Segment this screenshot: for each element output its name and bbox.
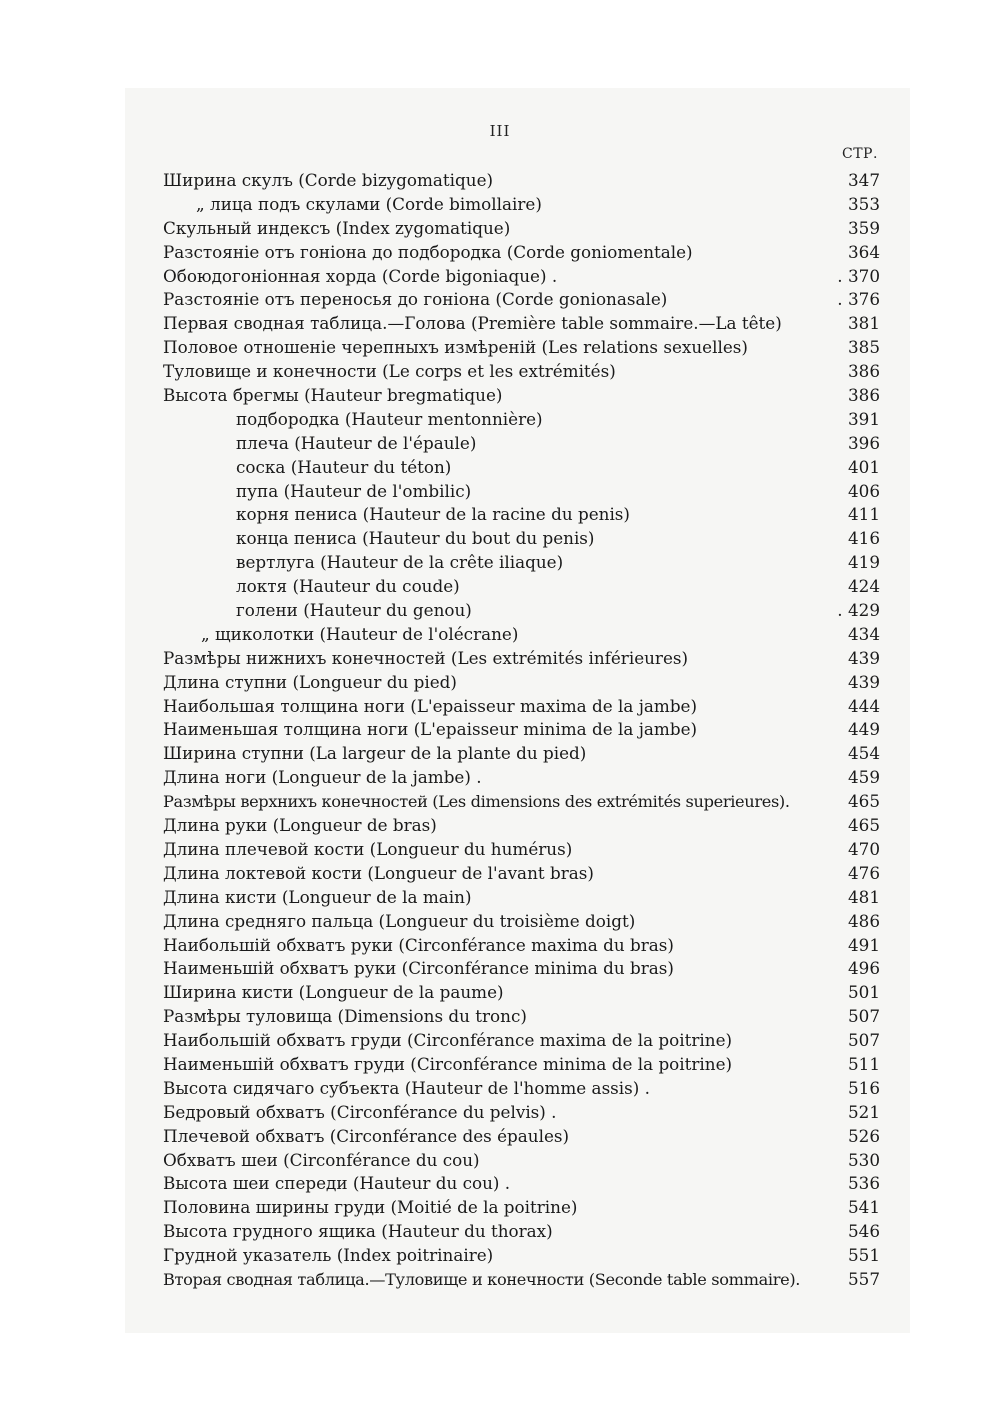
toc-entry <box>0 766 1000 790</box>
toc-entry-title: Наименьшій обхватъ груди (Circonférance minima de la poitrine) <box>163 1053 733 1074</box>
toc-entry-title: „ щиколотки (Hauteur de l'olécrane) <box>201 623 519 644</box>
toc-entry-title: плеча (Hauteur de l'épaule) <box>236 432 477 453</box>
toc-entry-page: . 370 <box>837 265 880 286</box>
toc-entry-page: 416 <box>847 528 880 549</box>
toc-entry <box>0 169 1000 193</box>
toc-entry-title: вертлуга (Hauteur de la crête iliaque) <box>236 552 564 573</box>
toc-entry <box>0 1244 1000 1268</box>
toc-entry-title: локтя (Hauteur du coude) <box>236 576 460 597</box>
toc-entry-page: 501 <box>847 982 880 1003</box>
toc-entry <box>0 1196 1000 1220</box>
toc-entry <box>0 814 1000 838</box>
toc-entry <box>0 981 1000 1005</box>
toc-entry <box>0 623 1000 647</box>
toc-entry-title: Размѣры нижнихъ конечностей (Les extrémités inférieures) <box>163 647 689 668</box>
toc-entry <box>0 551 1000 575</box>
toc-entry <box>0 480 1000 504</box>
toc-entry-page: 391 <box>847 408 880 429</box>
toc-entry-page: 496 <box>847 958 880 979</box>
toc-entry <box>0 217 1000 241</box>
toc-entry-title: Длина средняго пальца (Longueur du troisième doigt) <box>163 910 636 931</box>
toc-entry-page: 526 <box>847 1125 880 1146</box>
toc-entry-title: конца пениса (Hauteur du bout du penis) <box>236 528 595 549</box>
toc-entry-page: 516 <box>847 1077 880 1098</box>
toc-entry-page: 424 <box>847 576 880 597</box>
toc-entry-page: 459 <box>847 767 880 788</box>
toc-entry-page: 386 <box>847 361 880 382</box>
toc-entry-title: Грудной указатель (Index poitrinaire) <box>163 1245 494 1266</box>
toc-entry <box>0 193 1000 217</box>
toc-entry <box>0 288 1000 312</box>
toc-entry-title: Высота шеи спереди (Hauteur du cou) . <box>163 1173 511 1194</box>
toc-entry <box>0 241 1000 265</box>
toc-entry <box>0 384 1000 408</box>
toc-entry <box>0 265 1000 289</box>
toc-entry <box>0 1172 1000 1196</box>
toc-entry-page: 470 <box>847 838 880 859</box>
toc-entry-title: Бедровый обхватъ (Circonférance du pelvis) . <box>163 1101 557 1122</box>
toc-entry <box>0 718 1000 742</box>
toc-entry-title: Ширина кисти (Longueur de la paume) <box>163 982 504 1003</box>
toc-entry-title: Наименьшій обхватъ руки (Circonférance minima du bras) <box>163 958 674 979</box>
toc-entry-title: Длина кисти (Longueur de la main) <box>163 886 472 907</box>
toc-entry-page: 434 <box>847 623 880 644</box>
toc-entry-page: 551 <box>847 1245 880 1266</box>
toc-entry <box>0 695 1000 719</box>
toc-entry <box>0 1029 1000 1053</box>
toc-entry <box>0 527 1000 551</box>
toc-entry-title: Первая сводная таблица.—Голова (Première table sommaire.—La tête) <box>163 313 782 334</box>
toc-entry-title: Обхватъ шеи (Circonférance du cou) <box>163 1149 480 1170</box>
toc-entry-title: Высота грудного ящика (Hauteur du thorax) <box>163 1221 553 1242</box>
toc-entry-title: Длина плечевой кости (Longueur du humérus) <box>163 838 573 859</box>
toc-entry-page: 401 <box>847 456 880 477</box>
toc-entry <box>0 742 1000 766</box>
toc-entry-page: 507 <box>847 1030 880 1051</box>
toc-entry-page: 476 <box>847 862 880 883</box>
toc-entry-title: Наименьшая толщина ноги (L'epaisseur minima de la jambe) <box>163 719 698 740</box>
toc-entry <box>0 1220 1000 1244</box>
toc-entry <box>0 647 1000 671</box>
toc-entry-page: 481 <box>847 886 880 907</box>
toc-entry-title: Ширина ступни (La largeur de la plante du pied) <box>163 743 587 764</box>
toc-entry <box>0 910 1000 934</box>
toc-entry-page: 386 <box>847 385 880 406</box>
toc-entry-page: 511 <box>847 1053 880 1074</box>
toc-entry-page: 419 <box>847 552 880 573</box>
toc-entry-title: Разстояніе отъ переносья до гоніона (Corde gonionasale) <box>163 289 668 310</box>
toc-entry-title: подбородка (Hauteur mentonnière) <box>236 408 543 429</box>
page-column-header: СТР. <box>842 146 878 162</box>
toc-entry-page: 444 <box>847 695 880 716</box>
toc-entry-title: голени (Hauteur du genou) <box>236 600 472 621</box>
toc-entry-title: Длина ступни (Longueur du pied) <box>163 671 457 692</box>
toc-entry-title: соска (Hauteur du téton) <box>236 456 452 477</box>
toc-entry-title: Высота сидячаго субъекта (Hauteur de l'homme assis) . <box>163 1077 650 1098</box>
toc-entry-title: Наибольшій обхватъ груди (Circonférance maxima de la poitrine) <box>163 1030 733 1051</box>
toc-entry-title: Размѣры туловища (Dimensions du tronc) <box>163 1006 527 1027</box>
toc-entry-page: 454 <box>847 743 880 764</box>
toc-entry-page: 546 <box>847 1221 880 1242</box>
toc-entry-page: 541 <box>847 1197 880 1218</box>
toc-entry-title: Длина руки (Longueur de bras) <box>163 815 437 836</box>
toc-entry-page: 406 <box>847 480 880 501</box>
toc-entry <box>0 886 1000 910</box>
toc-entry-title: Ширина скулъ (Corde bizygomatique) <box>163 170 494 190</box>
toc-entry-title: Размѣры верхнихъ конечностей (Les dimensions des extrémités superieures). <box>163 792 790 812</box>
toc-entry <box>0 934 1000 958</box>
toc-entry-title: Обоюдогоніонная хорда (Corde bigoniaque) . <box>163 265 558 286</box>
toc-entry <box>0 432 1000 456</box>
toc-entry-page: 439 <box>847 671 880 692</box>
toc-entry <box>0 456 1000 480</box>
toc-entry-page: 353 <box>847 193 880 214</box>
toc-entry <box>0 312 1000 336</box>
toc-entry-title: Разстояніе отъ гоніона до подбородка (Corde goniomentale) <box>163 241 693 262</box>
toc-entry-title: Половое отношеніе черепныхъ измѣреній (Les relations sexuelles) <box>163 337 748 358</box>
toc-entry-title: Наибольшій обхватъ руки (Circonférance maxima du bras) <box>163 934 674 955</box>
table-of-contents <box>0 169 1000 1292</box>
toc-entry <box>0 1101 1000 1125</box>
toc-entry <box>0 575 1000 599</box>
toc-entry <box>0 862 1000 886</box>
toc-entry-title: Высота брегмы (Hauteur bregmatique) <box>163 385 503 406</box>
toc-entry <box>0 599 1000 623</box>
toc-entry-title: „ лица подъ скулами (Corde bimollaire) <box>196 193 542 214</box>
toc-entry-page: 507 <box>847 1006 880 1027</box>
toc-entry-page: . 429 <box>837 600 880 621</box>
toc-entry-title: Туловище и конечности (Le corps et les extrémités) <box>163 361 616 382</box>
toc-entry <box>0 1268 1000 1292</box>
toc-entry-title: Длина ноги (Longueur de la jambe) . <box>163 767 482 788</box>
toc-entry-page: 411 <box>847 504 880 525</box>
toc-entry-title: Длина локтевой кости (Longueur de l'avant bras) <box>163 862 594 883</box>
toc-entry-page: 381 <box>847 313 880 334</box>
toc-entry-page: 396 <box>847 432 880 453</box>
toc-entry-title: Плечевой обхватъ (Circonférance des épaules) <box>163 1125 570 1146</box>
toc-entry <box>0 957 1000 981</box>
toc-entry-page: 347 <box>847 170 880 190</box>
toc-entry-page: 536 <box>847 1173 880 1194</box>
toc-entry-title: Вторая сводная таблица.—Туловище и конечности (Seconde table sommaire). <box>163 1269 801 1289</box>
toc-entry <box>0 408 1000 432</box>
toc-entry <box>0 360 1000 384</box>
toc-entry-page: 364 <box>847 241 880 262</box>
toc-entry-page: 439 <box>847 647 880 668</box>
toc-entry <box>0 336 1000 360</box>
toc-entry-page: 521 <box>847 1101 880 1122</box>
toc-entry-title: Наибольшая толщина ноги (L'epaisseur maxima de la jambe) <box>163 695 698 716</box>
toc-entry-page: 465 <box>847 815 880 836</box>
toc-entry-page: 486 <box>847 910 880 931</box>
toc-entry-page: 530 <box>847 1149 880 1170</box>
toc-entry-title: Половина ширины груди (Moitié de la poitrine) <box>163 1197 578 1218</box>
toc-entry-page: 449 <box>847 719 880 740</box>
toc-entry-page: 385 <box>847 337 880 358</box>
toc-entry <box>0 1077 1000 1101</box>
toc-entry <box>0 1005 1000 1029</box>
toc-entry-page: 465 <box>847 791 880 812</box>
toc-entry <box>0 1053 1000 1077</box>
toc-entry-title: пупа (Hauteur de l'ombilic) <box>236 480 472 501</box>
toc-entry <box>0 1149 1000 1173</box>
toc-entry <box>0 1125 1000 1149</box>
page-number: III <box>489 122 511 140</box>
toc-entry-page: 359 <box>847 217 880 238</box>
toc-entry <box>0 790 1000 814</box>
toc-entry-page: 491 <box>847 934 880 955</box>
toc-entry-page: . 376 <box>837 289 880 310</box>
toc-entry-title: корня пениса (Hauteur de la racine du penis) <box>236 504 630 525</box>
toc-entry <box>0 671 1000 695</box>
toc-entry-page: 557 <box>847 1268 880 1289</box>
toc-entry <box>0 838 1000 862</box>
toc-entry-title: Скульный индексъ (Index zygomatique) <box>163 217 511 238</box>
toc-entry <box>0 503 1000 527</box>
